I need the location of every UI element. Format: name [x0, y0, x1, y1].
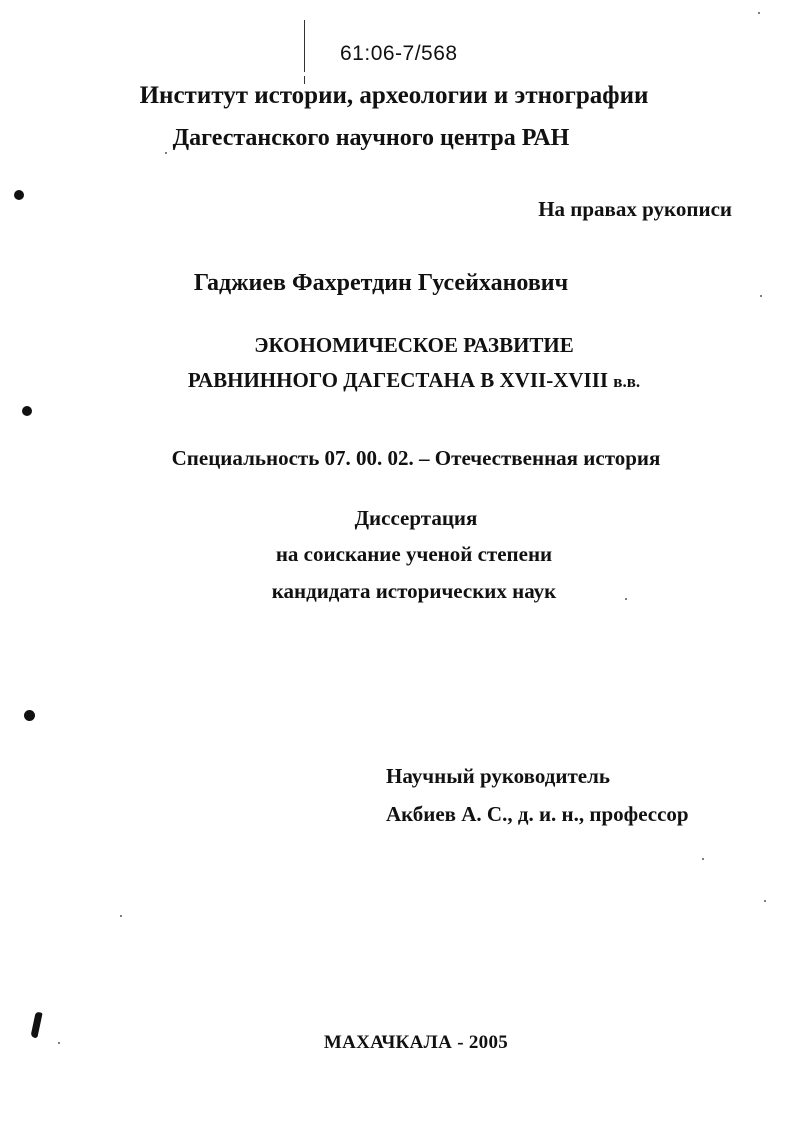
- city-year: МАХАЧКАЛА - 2005: [323, 1032, 509, 1053]
- scan-line-artifact: [304, 20, 305, 72]
- archive-code-stamp: 61:06-7/568: [340, 42, 458, 65]
- dust-speck: [764, 900, 766, 902]
- institution-line-2: Дагестанского научного центра РАН: [172, 125, 570, 151]
- dissertation-title-line-2: [15, 368, 798, 393]
- title-line-2-main: РАВНИННОГО ДАГЕСТАНА В XVII-XVIII: [187, 368, 609, 392]
- dust-speck: [758, 12, 760, 14]
- degree-line-2: кандидата исторических наук: [271, 579, 557, 603]
- degree-line-1: на соискание ученой степени: [275, 542, 553, 566]
- dissertation-title-line-1: ЭКОНОМИЧЕСКОЕ РАЗВИТИЕ: [254, 333, 574, 357]
- supervisor-label: Научный руководитель: [386, 764, 610, 788]
- dust-speck: [120, 915, 122, 917]
- supervisor-name: Акбиев А. С., д. и. н., профессор: [386, 802, 689, 826]
- dissertation-label: Диссертация: [354, 506, 478, 530]
- dust-speck: [165, 152, 167, 154]
- institution-line-1: Институт истории, археологии и этнографии: [139, 82, 649, 109]
- rights-note: На правах рукописи: [538, 197, 732, 221]
- punch-hole-mark: [22, 406, 32, 416]
- author-name: Гаджиев Фахретдин Гусейханович: [193, 270, 569, 296]
- title-line-2-suffix: в.в.: [613, 372, 641, 391]
- specialty-line: Специальность 07. 00. 02. – Отечественная история: [171, 446, 661, 470]
- punch-hole-mark: [24, 710, 35, 721]
- punch-hole-mark: [14, 190, 24, 200]
- dust-speck: [702, 858, 704, 860]
